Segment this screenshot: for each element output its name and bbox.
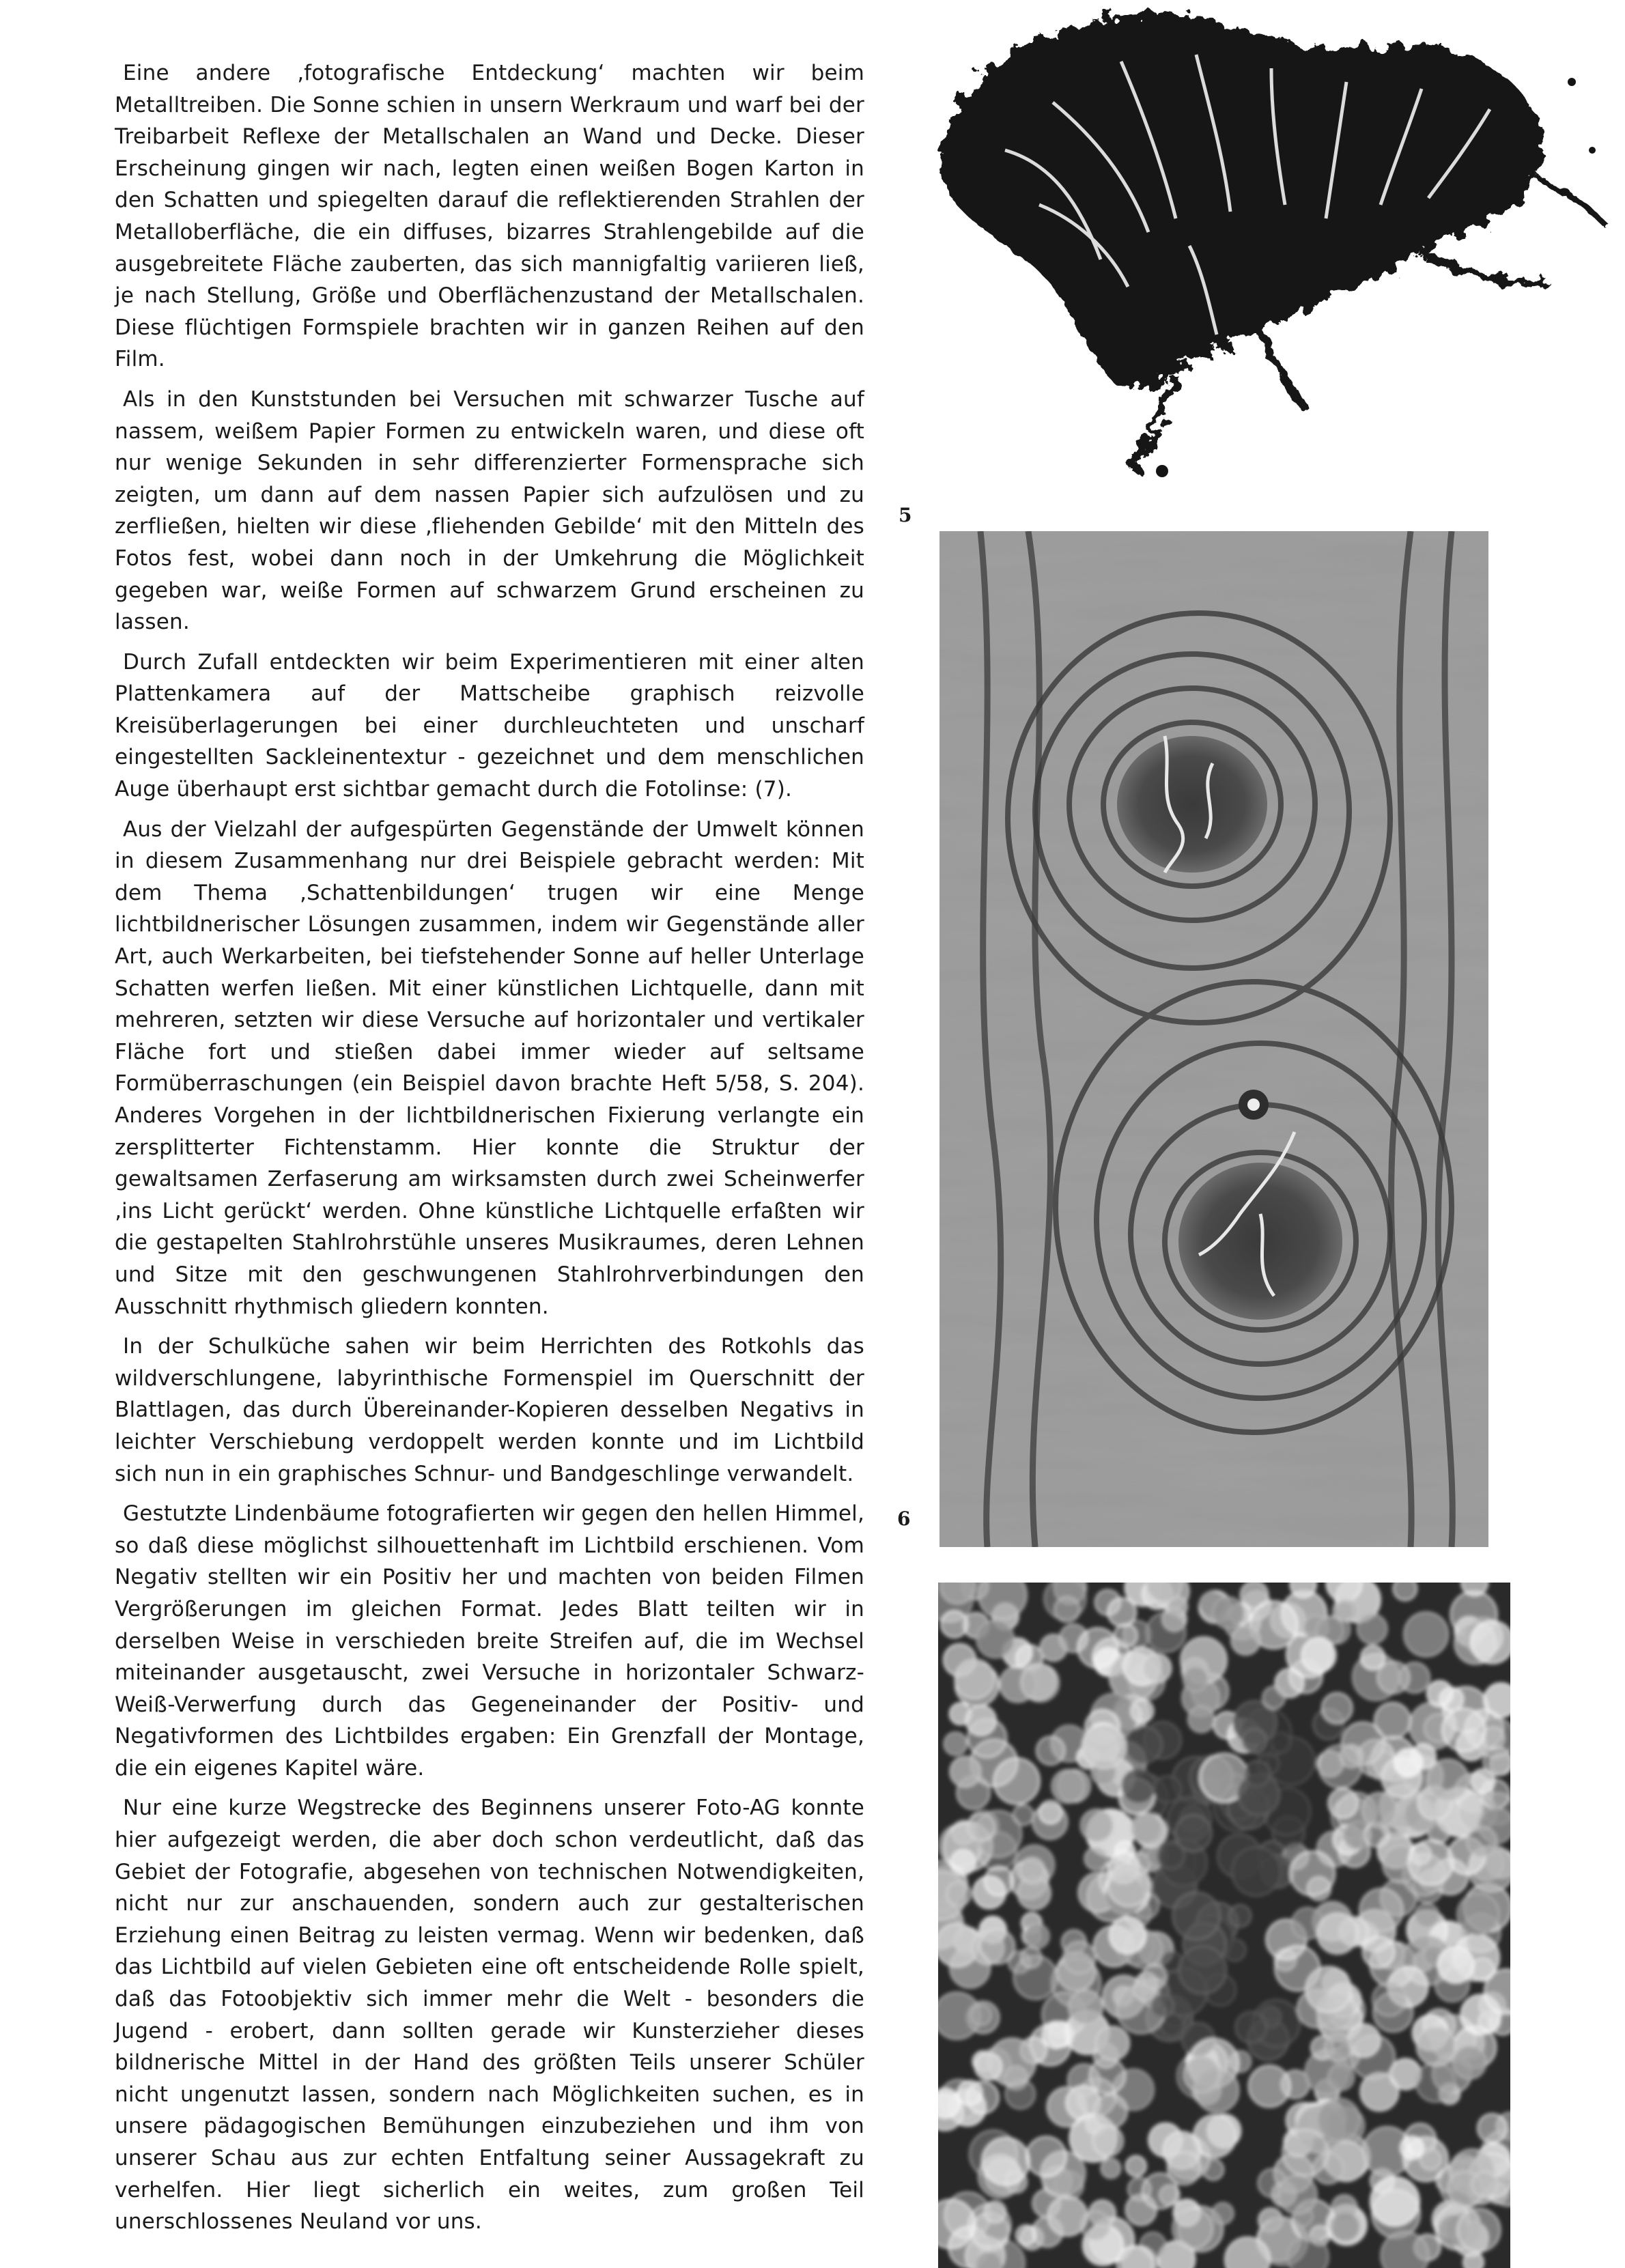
bokeh-circle bbox=[1016, 2226, 1036, 2245]
bokeh-circle bbox=[977, 1621, 1014, 1658]
bokeh-circle bbox=[1213, 2203, 1234, 2224]
bokeh-circle bbox=[1471, 1621, 1510, 1663]
bokeh-circle bbox=[1173, 1893, 1220, 1940]
wood-grain-photo bbox=[939, 531, 1488, 1547]
bokeh-circle bbox=[1082, 1725, 1126, 1768]
bokeh-circle bbox=[1229, 1905, 1251, 1927]
bokeh-circle bbox=[1370, 2177, 1419, 2226]
paragraph-ink-forms: Als in den Kunststunden bei Versuchen mit schwarzer Tusche auf nassem, weißem Papier Formen zu entwickeln waren, und diese oft nur wenige Sekunden in sehr differenzierter Formensprache sich zeigten, um dann auf dem nassen Papier sich aufzulösen und zu zerfließen, hielten wir diese ‚fliehenden Gebilde‘ mit den Mitteln des Fotos fest, wobei dann noch in der Umkehrung die Möglichkeit gegeben war, weiße Formen auf schwarzem Grund erscheinen zu lassen. bbox=[115, 386, 864, 635]
bokeh-circle bbox=[1378, 1662, 1410, 1694]
bokeh-circle bbox=[1154, 1776, 1181, 1802]
bokeh-circle bbox=[1283, 2130, 1329, 2176]
bokeh-circle bbox=[1331, 2213, 1359, 2241]
bokeh-circle bbox=[1183, 1667, 1208, 1692]
bokeh-circle bbox=[1400, 2136, 1424, 2159]
bokeh-circle bbox=[1245, 1761, 1270, 1786]
bokeh-circle bbox=[1329, 2065, 1355, 2090]
bokeh-circle bbox=[946, 1882, 970, 1905]
bokeh-circle bbox=[1271, 1733, 1291, 1753]
article-text-column bbox=[115, 57, 864, 2246]
bokeh-circle bbox=[1395, 1748, 1423, 1776]
bokeh-circle bbox=[1484, 1683, 1510, 1717]
bokeh-circle bbox=[1404, 1613, 1448, 1657]
bokeh-circle bbox=[1373, 1983, 1406, 2015]
bokeh-circle bbox=[1173, 2209, 1213, 2248]
bokeh-circle bbox=[958, 2081, 983, 2106]
bokeh-circle bbox=[1458, 2209, 1500, 2251]
bokeh-circle bbox=[1069, 1990, 1103, 2024]
bokeh-circle bbox=[985, 2201, 1006, 2222]
paragraph-red-cabbage: In der Schulküche sahen wir beim Herrichten des Rotkohls das wildverschlungene, labyrinthische Formenspiel im Querschnitt der Blattlagen, das durch Übereinander-Kopieren desselben Negativs in leichter Verschiebung verdoppelt werden konnte und im Lichtbild sich nun in ein graphisches Schnur- und Bandgeschlinge verwandelt. bbox=[115, 1334, 864, 1486]
bokeh-circle bbox=[1232, 1847, 1280, 1896]
bokeh-circle bbox=[1094, 2095, 1127, 2128]
bokeh-circle bbox=[1417, 2027, 1456, 2066]
bokeh-circle bbox=[1179, 1946, 1226, 1994]
bokeh-circle bbox=[1064, 1942, 1096, 1974]
bokeh-circle bbox=[1110, 1917, 1146, 1953]
bokeh-circle bbox=[1415, 1903, 1439, 1927]
bokeh-circle bbox=[1278, 2175, 1316, 2213]
paragraph-environment-examples: Aus der Vielzahl der aufgespürten Gegenstände der Umwelt können in diesem Zusammenhang nur drei Beispiele gebracht werden: Mit dem Thema ‚Schattenbildungen‘ trugen wir eine Menge lichtbildnerischer Lösungen zusammen, indem wir Gegenstände aller Art, auch Werkarbeiten, bei tiefstehender Sonne auf heller Unterlage Schatten werfen ließen. Mit einer künstlichen Lichtquelle, dann mit mehreren, setzten wir diese Versuche auf horizontaler und vertikaler Fläche fort und stießen dabei immer wieder auf seltsame Formüberraschungen (ein Beispiel davon brachte Heft 5/58, S. 204). Anderes Vorgehen in der lichtbildnerischen Fixierung verlangte ein zersplitterter Fichtenstamm. Hier konnte die Struktur der gewaltsamen Zerfaserung am wirksamsten durch zwei Scheinwerfer ‚ins Licht gerückt‘ werden. Ohne künstliche Lichtquelle erfaßten wir die gestapelten Stahlrohrstühle unseres Musikraumes, deren Lehnen und Sitze mit den geschwungenen Stahlrohrverbindungen den Ausschnitt rhythmisch gliedern konnten. bbox=[115, 817, 864, 1319]
bokeh-circle bbox=[1126, 2156, 1146, 2176]
bokeh-circle bbox=[1043, 2022, 1069, 2048]
bokeh-circle bbox=[994, 1758, 1040, 1804]
bokeh-circle bbox=[1096, 2026, 1129, 2060]
bokeh-circle bbox=[1357, 1614, 1387, 1643]
bokeh-circle bbox=[1336, 1600, 1358, 1621]
bokeh-circle bbox=[955, 1660, 995, 1699]
bokeh-circle bbox=[1318, 2099, 1360, 2141]
ink-blot-photo bbox=[903, 0, 1613, 492]
bokeh-circle bbox=[1021, 1947, 1041, 1968]
bokeh-circle bbox=[1142, 1965, 1166, 1989]
bokeh-circle bbox=[1394, 1583, 1417, 1600]
bokeh-circle bbox=[1122, 1770, 1155, 1802]
figure-number-5: 5 bbox=[899, 504, 912, 526]
bokeh-circle bbox=[1093, 2126, 1123, 2156]
bokeh-circle bbox=[1263, 1687, 1285, 1709]
bokeh-circle bbox=[1348, 2024, 1381, 2057]
bokeh-circle bbox=[1322, 1693, 1352, 1723]
bokeh-circles-graphic bbox=[938, 1583, 1510, 2268]
bokeh-circle bbox=[1427, 1759, 1468, 1800]
bokeh-circle bbox=[1213, 1598, 1243, 1628]
bokeh-circle bbox=[1131, 1813, 1162, 1844]
figure-number-6: 6 bbox=[897, 1507, 911, 1530]
bokeh-circle bbox=[1036, 1737, 1064, 1765]
bokeh-circle bbox=[1048, 2196, 1088, 2236]
bokeh-circle bbox=[966, 1705, 996, 1735]
bokeh-circle bbox=[975, 2053, 1002, 2080]
bokeh-circle bbox=[1108, 1598, 1136, 1626]
bokeh-circle bbox=[1188, 1706, 1214, 1732]
bokeh-circle bbox=[1317, 1914, 1357, 1954]
bokeh-circle bbox=[1236, 2012, 1267, 2043]
bokeh-circle bbox=[1443, 1709, 1486, 1752]
bokeh-circle bbox=[983, 2138, 1030, 2185]
paragraph-conclusion: Nur eine kurze Wegstrecke des Beginnens unserer Foto-AG konnte hier aufgezeigt werden, die aber doch schon verdeutlicht, daß das Gebiet der Fotografie, abgesehen von technischen Notwendigkeiten, nicht nur zur anschauenden, sondern auch zur gestalterischen Erziehung einen Beitrag zu leisten vermag. Wenn wir bedenken, daß das Lichtbild auf vielen Gebieten eine oft entscheidende Rolle spielt, daß das Fotoobjektiv sich immer mehr die Welt - besonders die Jugend - erobert, dann sollten gerade wir Kunsterzieher dieses bildnerische Mittel in der Hand des größten Teils unserer Schüler nicht ungenutzt lassen, sondern nach Möglichkeiten suchen, es in unsere pädagogischen Bemühungen einzubeziehen und ihm von unserer Schau aus zur echten Entfaltung seiner Aussagekraft zu verhelfen. Hier liegt sicherlich ein weites, zum großen Teil unerschlossenes Neuland vor uns. bbox=[115, 1796, 864, 2235]
bokeh-circle bbox=[1025, 1924, 1049, 1948]
bokeh-circles-photo bbox=[938, 1583, 1510, 2268]
bokeh-circle bbox=[1301, 1639, 1336, 1673]
bokeh-circle bbox=[1078, 1628, 1118, 1668]
bokeh-circle bbox=[1146, 1613, 1185, 1652]
bokeh-circle bbox=[1484, 1747, 1510, 1775]
bokeh-circle bbox=[1362, 1793, 1397, 1828]
bokeh-circle bbox=[1020, 1858, 1045, 1882]
bokeh-circle bbox=[1108, 1864, 1150, 1906]
bokeh-circle bbox=[950, 1757, 980, 1787]
ink-blot-graphic bbox=[903, 0, 1613, 492]
bokeh-circle bbox=[1454, 2046, 1486, 2079]
bokeh-circle bbox=[1126, 1727, 1162, 1763]
bokeh-circle bbox=[1168, 2152, 1200, 2185]
bokeh-circle bbox=[1325, 2035, 1351, 2061]
bokeh-circle bbox=[1363, 1936, 1394, 1968]
bokeh-circle bbox=[1026, 2137, 1066, 2177]
bokeh-circle bbox=[1409, 1840, 1453, 1884]
bokeh-circle bbox=[1021, 1664, 1059, 1702]
bokeh-circle bbox=[1142, 1654, 1171, 1682]
bokeh-circle bbox=[1114, 1624, 1137, 1647]
bokeh-circle bbox=[1052, 1770, 1085, 1802]
wood-grain-graphic bbox=[939, 531, 1488, 1547]
bokeh-circle bbox=[1458, 1894, 1499, 1936]
paragraph-linden-trees: Gestutzte Lindenbäume fotografierten wir gegen den hellen Himmel, so daß diese möglichst silhouettenhaft im Lichtbild erschienen. Vom Negativ stellten wir ein Positiv her und machten von beiden Filmen Vergrößerungen im gleichen Format. Jedes Blatt teilten wir in derselben Weise in verschieden breite Streifen auf, die im Wechsel miteinander ausgetauscht, zwei Versuche in horizontaler Schwarz-Weiß-Verwerfung durch das Gegeneinander der Positiv- und Negativformen des Lichtbildes ergaben: Ein Grenzfall der Montage, die ein eigenes Kapitel wäre. bbox=[115, 1501, 864, 1781]
bokeh-circle bbox=[1416, 2063, 1455, 2102]
bokeh-circle bbox=[1361, 1646, 1385, 1670]
bokeh-circle bbox=[944, 1732, 967, 1755]
bokeh-circle bbox=[1472, 2172, 1497, 2197]
paragraph-plate-camera: Durch Zufall entdeckten wir beim Experimentieren mit einer alten Plattenkamera auf der Mattscheibe graphisch reizvolle Kreisüberlagerungen bei einer durchleuchteten und unscharf eingestellten Sackleinentextur - gezeichnet und dem menschlichen Auge überhaupt erst sichtbar gemacht durch die Fotolinse: (7). bbox=[115, 649, 864, 802]
bokeh-circle bbox=[1039, 1801, 1062, 1824]
bokeh-circle bbox=[1081, 1809, 1113, 1841]
bokeh-circle bbox=[1175, 1815, 1211, 1852]
bokeh-circle bbox=[971, 2005, 991, 2026]
bokeh-circle bbox=[1152, 1995, 1174, 2017]
bokeh-circle bbox=[1467, 1827, 1497, 1856]
bokeh-circle bbox=[1085, 1847, 1107, 1870]
bokeh-circle bbox=[1329, 1789, 1358, 1818]
bokeh-circle bbox=[1319, 1745, 1361, 1787]
bokeh-circle bbox=[1242, 1729, 1266, 1753]
bokeh-circle bbox=[985, 1867, 1013, 1895]
bokeh-circle bbox=[1184, 2056, 1219, 2092]
bokeh-circle bbox=[1249, 2066, 1290, 2108]
bokeh-circle bbox=[1131, 1700, 1154, 1723]
bokeh-circle bbox=[980, 1929, 1015, 1964]
bokeh-circle bbox=[1478, 2114, 1506, 2142]
bokeh-circle bbox=[1101, 2159, 1121, 2179]
paragraph-metal-reflections: Eine andere ‚fotografische Entdeckung‘ machten wir beim Metalltreiben. Die Sonne schien in unsern Werkraum und warf bei der Treibarbeit Reflexe der Metallschalen an Wand und Decke. Dieser Erscheinung gingen wir nach, legten einen weißen Bogen Karton in den Schatten und spiegelten darauf die reflektierenden Strahlen der Metalloberfläche, die ein diffuses, bizarres Strahlengebilde auf die ausgebreitete Fläche zauberten, das sich mannigfaltig variieren ließ, je nach Stellung, Größe und Oberflächenzustand der Metallschalen. Diese flüchtigen Formspiele brachten wir in ganzen Reihen auf den Film. bbox=[115, 61, 864, 372]
bokeh-circle bbox=[1440, 1688, 1463, 1711]
bokeh-circle bbox=[1438, 1947, 1473, 1983]
bokeh-circle bbox=[1374, 1703, 1410, 1738]
bokeh-circle bbox=[968, 1813, 995, 1841]
bokeh-circle bbox=[1055, 1597, 1080, 1622]
bokeh-circle bbox=[941, 1611, 967, 1638]
bokeh-circle bbox=[1231, 1626, 1260, 1655]
bokeh-circle bbox=[1290, 1852, 1335, 1896]
bokeh-circle bbox=[1305, 1967, 1351, 2012]
